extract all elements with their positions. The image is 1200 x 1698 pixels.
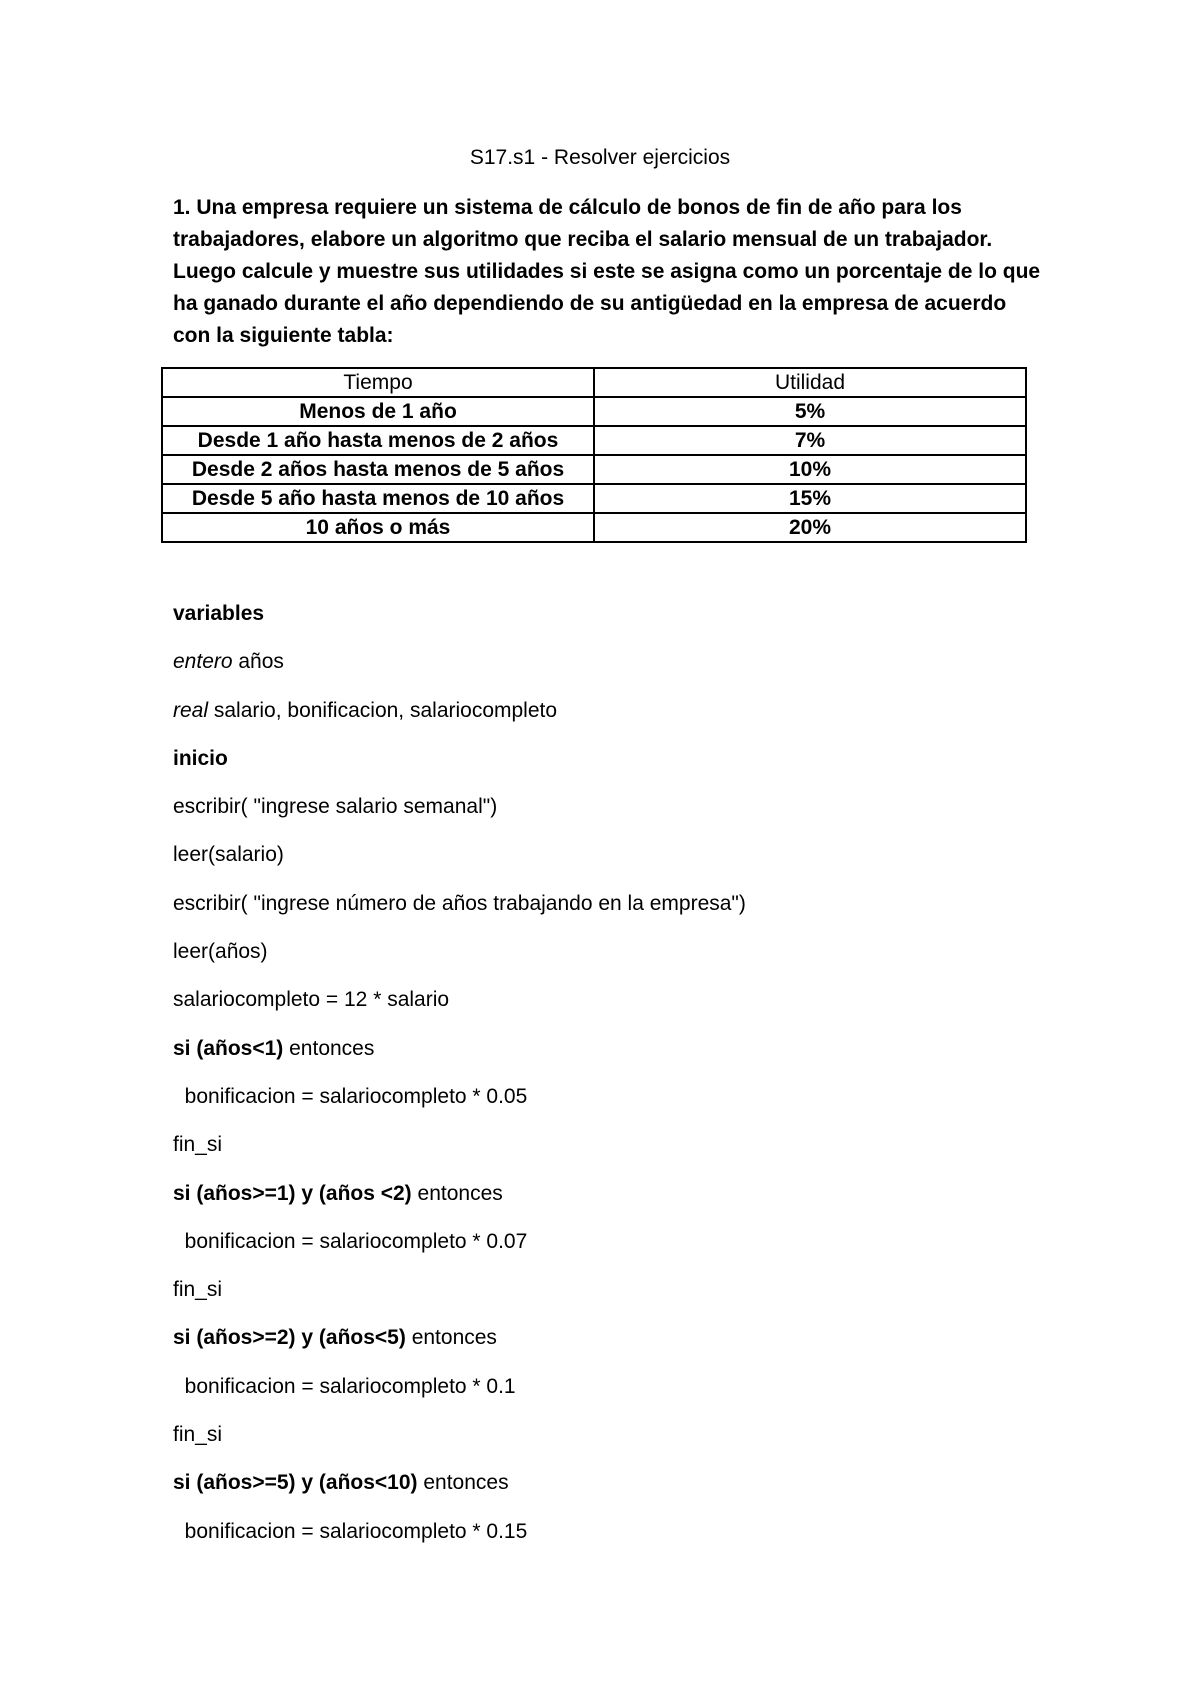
code-line: leer(salario): [173, 843, 284, 867]
code-line: bonificacion = salariocompleto * 0.15: [173, 1519, 528, 1543]
type-entero: entero: [173, 650, 233, 674]
table-row: [162, 397, 1026, 426]
cell-tiempo: 10 años o más: [162, 513, 594, 542]
table-header-row: [162, 368, 1026, 397]
code-line: bonificacion = salariocompleto * 0.05: [173, 1084, 528, 1108]
code-line: salariocompleto = 12 * salario: [173, 988, 450, 1012]
si-condition: si (años<1): [173, 1036, 284, 1060]
statement-line: 1. Una empresa requiere un sistema de cálculo de bonos de fin de año para los: [173, 196, 962, 219]
code-line-si: [173, 1324, 1073, 1372]
si-condition: si (años>=1) y (años <2): [173, 1181, 412, 1205]
bonus-table: [161, 367, 1027, 543]
code-line: fin_si: [173, 1423, 223, 1447]
si-condition: si (años>=2) y (años<5): [173, 1326, 406, 1350]
code-line-si: [173, 1180, 1073, 1228]
table-row: [162, 455, 1026, 484]
cell-utilidad: 20%: [594, 513, 1026, 542]
cell-utilidad: 7%: [594, 426, 1026, 455]
code-line: bonificacion = salariocompleto * 0.07: [173, 1229, 528, 1253]
keyword-inicio: inicio: [173, 746, 228, 770]
exercise-statement: [173, 192, 1053, 352]
si-entonces: entonces: [417, 1471, 509, 1495]
code-line: fin_si: [173, 1133, 223, 1157]
real-vars: salario, bonificacion, salariocompleto: [208, 698, 558, 722]
code-line-si: [173, 1035, 1073, 1083]
cell-tiempo: Desde 5 año hasta menos de 10 años: [162, 484, 594, 513]
code-line-si: [173, 1469, 1073, 1517]
code-line-entero: [173, 648, 1073, 696]
table-row: [162, 426, 1026, 455]
cell-tiempo: Menos de 1 año: [162, 397, 594, 426]
code-line-real: [173, 697, 1073, 745]
column-header-tiempo: Tiempo: [162, 368, 594, 397]
keyword-variables: variables: [173, 602, 265, 625]
cell-utilidad: 5%: [594, 397, 1026, 426]
entero-vars: años: [232, 650, 284, 674]
si-entonces: entonces: [411, 1181, 503, 1205]
code-line: fin_si: [173, 1278, 223, 1302]
si-entonces: entonces: [283, 1036, 375, 1060]
statement-line: con la siguiente tabla:: [173, 324, 394, 347]
statement-line: trabajadores, elabore un algoritmo que reciba el salario mensual de un trabajador.: [173, 228, 993, 251]
si-entonces: entonces: [405, 1326, 497, 1350]
cell-utilidad: 15%: [594, 484, 1026, 513]
column-header-utilidad: Utilidad: [594, 368, 1026, 397]
statement-line: Luego calcule y muestre sus utilidades si este se asigna como un porcentaje de lo que: [173, 260, 1041, 283]
code-line: escribir( "ingrese número de años trabajando en la empresa"): [173, 891, 746, 915]
table-row: [162, 484, 1026, 513]
cell-tiempo: Desde 1 año hasta menos de 2 años: [162, 426, 594, 455]
type-real: real: [173, 698, 209, 722]
code-line: bonificacion = salariocompleto * 0.1: [173, 1374, 516, 1398]
document-title: S17.s1 - Resolver ejercicios: [469, 146, 731, 169]
code-line: leer(años): [173, 940, 268, 964]
cell-utilidad: 10%: [594, 455, 1026, 484]
pseudocode-block: [173, 600, 1073, 1566]
table-row: [162, 513, 1026, 542]
statement-line: ha ganado durante el año dependiendo de su antigüedad en la empresa de acuerdo: [173, 292, 1007, 315]
cell-tiempo: Desde 2 años hasta menos de 5 años: [162, 455, 594, 484]
si-condition: si (años>=5) y (años<10): [173, 1471, 418, 1495]
code-line: escribir( "ingrese salario semanal"): [173, 795, 498, 819]
